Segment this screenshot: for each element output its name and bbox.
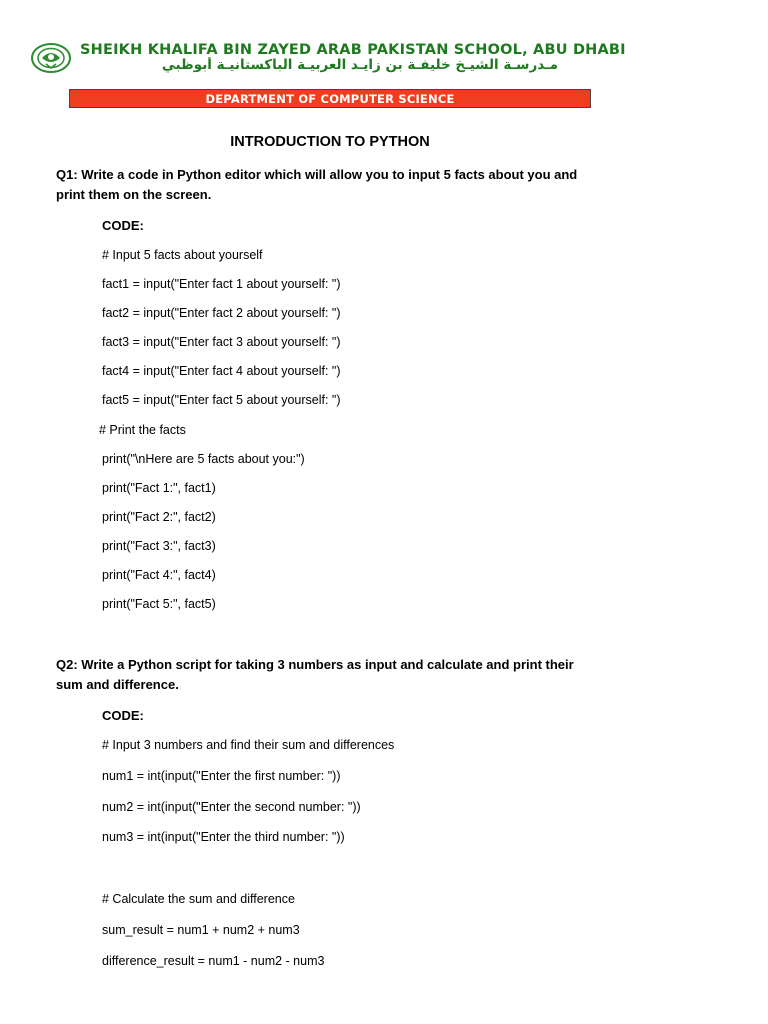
q1-code-line: print("Fact 5:", fact5) xyxy=(102,597,216,611)
school-name-arabic: مـدرسـة الشيـخ خليفـة بن زايـد العربيـة الباكستانيـة أبوظبي xyxy=(161,57,558,73)
q1-code-label: CODE: xyxy=(102,218,144,233)
q1-code-line: print("Fact 2:", fact2) xyxy=(102,510,216,524)
question-2: Q2: Write a Python script for taking 3 numbers as input and calculate and print their sum and difference. xyxy=(56,657,574,692)
school-name-english: SHEIKH KHALIFA BIN ZAYED ARAB PAKISTAN SCHOOL, ABU DHABI xyxy=(80,42,626,58)
q2-code-line: num2 = int(input("Enter the second number: ")) xyxy=(102,800,361,814)
q1-code-line: print("Fact 1:", fact1) xyxy=(102,481,216,495)
q2-code-line: # Input 3 numbers and find their sum and differences xyxy=(102,738,395,752)
q1-code-line: print("\nHere are 5 facts about you:") xyxy=(102,452,305,466)
q1-code-line: # Input 5 facts about yourself xyxy=(102,248,263,262)
q2-code-line: sum_result = num1 + num2 + num3 xyxy=(102,923,300,937)
q2-code-line: difference_result = num1 - num2 - num3 xyxy=(102,954,325,968)
q1-code-line: print("Fact 3:", fact3) xyxy=(102,539,216,553)
q1-code-line: fact5 = input("Enter fact 5 about yourself: ") xyxy=(102,393,341,407)
school-crest-icon xyxy=(30,42,72,74)
q2-code-line: num3 = int(input("Enter the third number: ")) xyxy=(102,830,345,844)
q2-code-line: # Calculate the sum and difference xyxy=(102,892,295,906)
q1-code-line: # Print the facts xyxy=(99,423,186,437)
department-banner xyxy=(69,89,591,108)
q1-code-line: print("Fact 4:", fact4) xyxy=(102,568,216,582)
q1-code-line: fact2 = input("Enter fact 2 about yourself: ") xyxy=(102,306,341,320)
q1-code-line: fact3 = input("Enter fact 3 about yourself: ") xyxy=(102,335,341,349)
page-title: INTRODUCTION TO PYTHON xyxy=(230,134,430,150)
q2-code-label: CODE: xyxy=(102,708,144,723)
department-label: DEPARTMENT OF COMPUTER SCIENCE xyxy=(205,91,455,106)
q1-code-line: fact4 = input("Enter fact 4 about yourself: ") xyxy=(102,364,341,378)
q1-code-line: fact1 = input("Enter fact 1 about yourself: ") xyxy=(102,277,341,291)
question-1: Q1: Write a code in Python editor which will allow you to input 5 facts about you and print them on the screen. xyxy=(56,167,578,202)
q2-code-line: num1 = int(input("Enter the first number: ")) xyxy=(102,769,341,783)
